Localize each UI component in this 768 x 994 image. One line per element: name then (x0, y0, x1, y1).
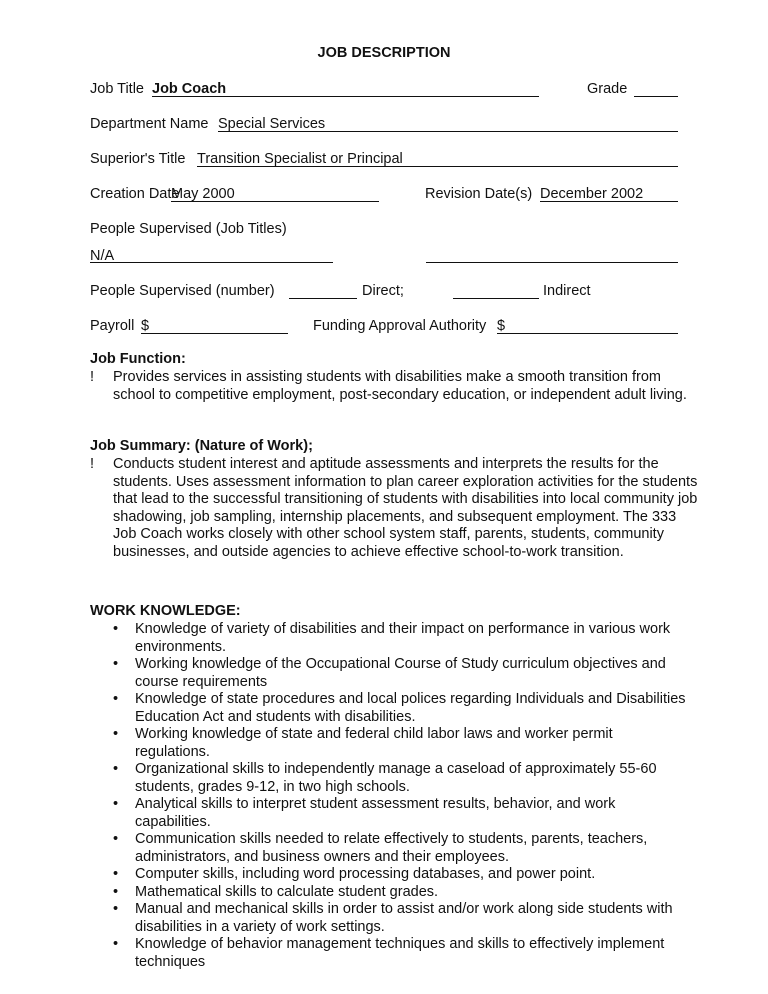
list-item: • Communication skills needed to relate effectively to students, parents, teachers, administrators, and business owners and their employees. (113, 831, 648, 865)
bullet-icon: • (113, 866, 119, 882)
bullet-icon: • (113, 761, 119, 777)
creation-date-value: May 2000 (171, 186, 235, 202)
department-value: Special Services (218, 116, 326, 132)
supervised-number-label: People Supervised (number) (90, 283, 275, 299)
list-item: • Mathematical skills to calculate student grades. (113, 883, 439, 900)
superior-label: Superior's Title (90, 151, 186, 167)
list-item: • Knowledge of state procedures and local polices regarding Individuals and Disabilities Education Act and students with disabilities. (113, 691, 686, 725)
revision-date-label: Revision Date(s) (425, 186, 533, 202)
payroll-label: Payroll (90, 318, 135, 334)
bullet-icon: • (113, 621, 119, 637)
superior-value: Transition Specialist or Principal (197, 151, 403, 167)
bullet-icon: • (113, 726, 119, 742)
work-knowledge-list (113, 621, 688, 971)
indirect-label: Indirect (543, 283, 591, 299)
grade-label: Grade (587, 81, 628, 97)
list-item: • Analytical skills to interpret student assessment results, behavior, and work capabilities. (113, 796, 616, 830)
funding-label: Funding Approval Authority (313, 318, 487, 334)
creation-date-label: Creation Date (90, 186, 180, 202)
bullet-icon: • (113, 831, 119, 847)
list-item: • Knowledge of behavior management techniques and skills to effectively implement techniques (113, 936, 665, 970)
supervised-titles-underline (90, 262, 333, 263)
work-knowledge-heading: WORK KNOWLEDGE: (90, 603, 241, 619)
grade-field (634, 96, 678, 97)
job-function-heading: Job Function: (90, 351, 186, 367)
department-underline (218, 131, 678, 132)
bullet-icon: • (113, 936, 119, 952)
funding-underline (497, 333, 678, 334)
job-summary-text: Conducts student interest and aptitude assessments and interprets the results for the students. Uses assessment information to plan career exploration activities for the students that lead to the successful transitioning of students with disabilities into local community job shadowing, job sampling, internship placements, and subsequent employment. The 333 Job Coach works closely with other school system staff, parents, students, community businesses, and outside agencies to achieve effective school-to-work transition. (113, 456, 698, 560)
exclamation-bullet-icon: ! (90, 456, 95, 472)
list-item: • Knowledge of variety of disabilities and their impact on performance in various work environments. (113, 621, 671, 655)
revision-date-value: December 2002 (540, 186, 644, 202)
bullet-icon: • (113, 883, 119, 900)
list-item: • Computer skills, including word processing databases, and power point. (113, 866, 596, 882)
bullet-icon: • (113, 796, 119, 812)
payroll-currency: $ (141, 318, 150, 334)
job-title-value: Job Coach (152, 81, 227, 97)
list-item: • Manual and mechanical skills in order to assist and/or work along side students with disabilities in a variety of work settings. (113, 901, 673, 935)
supervised-titles-underline-2 (426, 262, 678, 263)
direct-label: Direct; (362, 283, 404, 299)
department-label: Department Name (90, 116, 209, 132)
supervised-titles-value: N/A (90, 248, 115, 264)
list-item: • Working knowledge of state and federal child labor laws and worker permit regulations. (113, 726, 613, 760)
revision-date-underline (540, 201, 678, 202)
indirect-field (453, 298, 539, 299)
creation-date-underline (171, 201, 379, 202)
bullet-icon: • (113, 656, 119, 672)
bullet-icon: • (113, 691, 119, 707)
supervised-titles-label: People Supervised (Job Titles) (90, 221, 287, 237)
job-function-text: Provides services in assisting students with disabilities make a smooth transition from school to competitive employment, post-secondary education, or independent adult living. (113, 369, 687, 403)
list-item: • Working knowledge of the Occupational Course of Study curriculum objectives and course requirements (113, 656, 666, 690)
funding-currency: $ (497, 318, 506, 334)
list-item: • Organizational skills to independently manage a caseload of approximately 55-60 students, grades 9-12, in two high schools. (113, 761, 657, 795)
bullet-icon: • (113, 901, 119, 917)
job-summary-heading: Job Summary: (Nature of Work); (90, 438, 313, 454)
page-title: JOB DESCRIPTION (317, 45, 451, 61)
exclamation-bullet-icon: ! (90, 369, 95, 385)
superior-underline (197, 166, 678, 167)
direct-field (289, 298, 357, 299)
job-title-label: Job Title (90, 81, 144, 97)
job-title-underline (152, 96, 539, 97)
payroll-underline (141, 333, 288, 334)
